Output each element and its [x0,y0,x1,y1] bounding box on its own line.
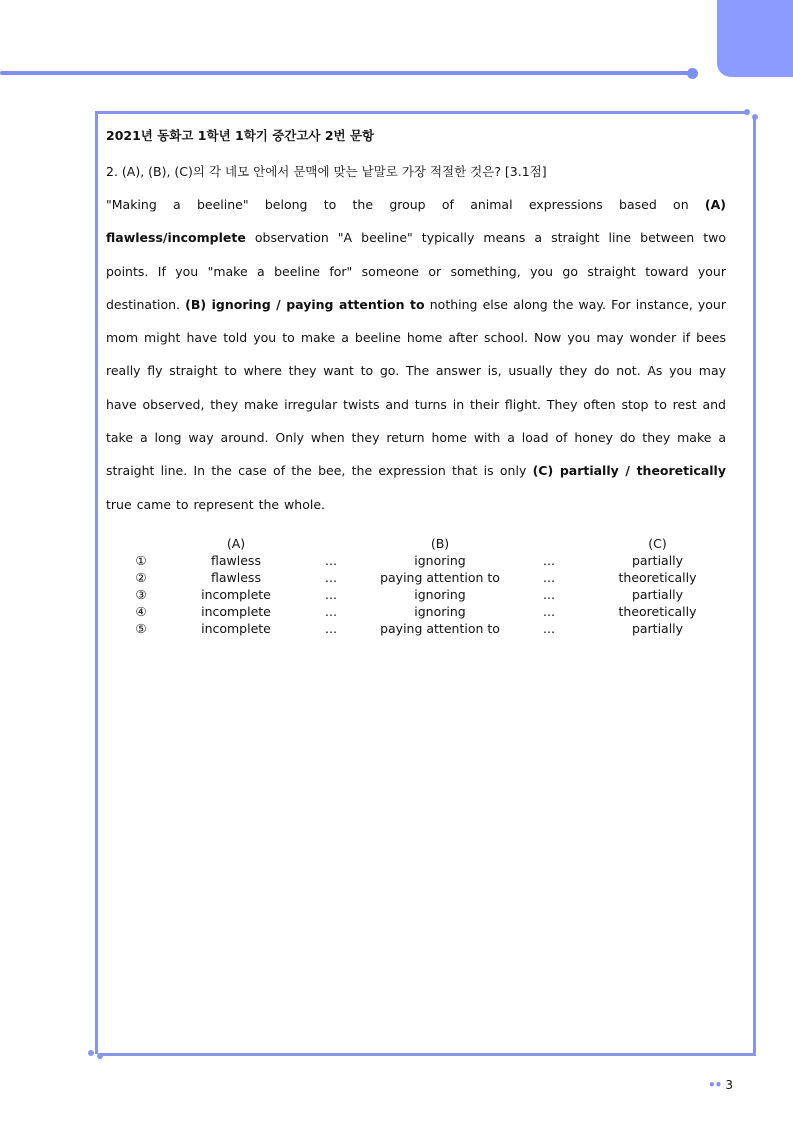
blank-a: (A) flawless/incomplete [106,197,726,246]
passage-text: true came to represent the whole. [106,496,325,512]
choice-c: partially [631,587,684,602]
choice-row[interactable] [120,552,745,569]
choice-ellipsis: ... [325,604,337,619]
header-cell [310,535,352,552]
answer-choices-table [120,535,745,637]
page-number: 3 [725,1078,733,1092]
choices-header-row [120,535,745,552]
choice-ellipsis: ... [543,621,555,636]
frame-top-border [95,111,748,114]
question-stem: 2. (A), (B), (C)의 각 네모 안에서 문맥에 맞는 낱말로 가장 적절한 것은? [3.1점] [106,164,547,179]
corner-tab-decoration [717,0,793,77]
header-rule-dot [687,68,698,79]
header-cell-a: (A) [226,536,246,551]
choice-c: theoretically [618,604,697,619]
choice-a: incomplete [201,604,271,619]
passage-text: nothing else along the way. For instance, your mom might have told you to make a beeline home after school. Now you may wonder if bees really fly straight to where they want to go. The answer is, usually they do not. As you may have observed, they make irregular twists and turns in their flight. They often stop to rest and take a long way around. Only when they return home with a load of honey do they make a straight line. In the case of the bee, the expression that is only [106,296,726,479]
header-cell [528,535,570,552]
exam-title: 2021년 동화고 1학년 1학기 중간고사 2번 문항 [106,128,375,143]
choice-number: ① [135,553,147,568]
choice-b: ignoring [414,553,466,568]
frame-corner-dot [744,109,750,115]
choice-c: partially [631,621,684,636]
choice-ellipsis: ... [325,587,337,602]
choice-ellipsis: ... [543,553,555,568]
choice-number: ② [135,570,147,585]
choice-row[interactable] [120,586,745,603]
choice-ellipsis: ... [325,621,337,636]
choice-a: flawless [211,553,261,568]
choice-number: ④ [135,604,147,619]
header-cell-b: (B) [430,536,450,551]
frame-right-border [753,118,756,1056]
choice-ellipsis: ... [543,587,555,602]
choice-c: theoretically [618,570,697,585]
choice-ellipsis: ... [325,553,337,568]
choice-a: incomplete [201,587,271,602]
reading-passage [106,188,726,521]
header-cell-c: (C) [648,536,667,551]
choice-row[interactable] [120,620,745,637]
choice-ellipsis: ... [543,570,555,585]
choice-c: partially [631,553,684,568]
choice-b: paying attention to [380,570,500,585]
frame-left-border [95,111,98,1054]
frame-corner-dot [97,1053,103,1059]
frame-corner-dot [752,114,758,120]
header-cell [120,535,162,552]
blank-c: (C) partially / theoretically [532,463,726,479]
choice-ellipsis: ... [543,604,555,619]
page-footer [708,1078,733,1092]
frame-corner-dot [88,1050,94,1056]
choice-ellipsis: ... [325,570,337,585]
choice-number: ③ [135,587,147,602]
page-marker-dots: •• [708,1078,722,1092]
choice-b: paying attention to [380,621,500,636]
choice-b: ignoring [414,587,466,602]
choice-row[interactable] [120,603,745,620]
passage-text: observation "A beeline" typically means a straight line between two points. If you "make a beeline for" someone or something, you go straight toward your destination. [106,230,726,312]
passage-text: "Making a beeline" belong to the group of animal expressions based on [106,197,705,212]
choice-a: flawless [211,570,261,585]
choice-b: ignoring [414,604,466,619]
choice-number: ⑤ [135,621,147,636]
blank-b: (B) ignoring / paying attention to [185,296,425,312]
choice-a: incomplete [201,621,271,636]
choice-row[interactable] [120,569,745,586]
frame-bottom-border [100,1053,756,1056]
header-rule [0,71,694,75]
question-content [106,126,726,521]
